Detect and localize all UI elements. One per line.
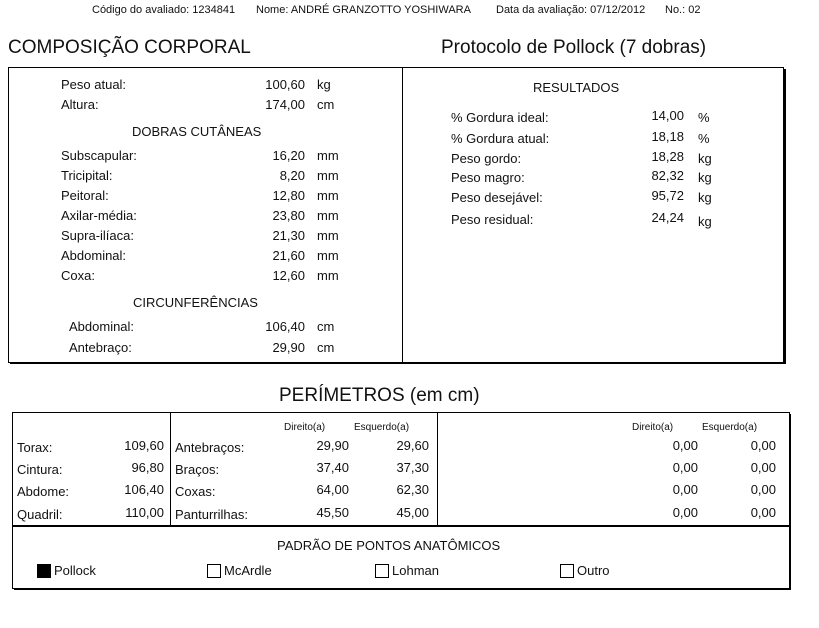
perimetro-label: Abdome:: [17, 484, 70, 499]
dobra-label: Coxa:: [61, 268, 95, 283]
data-avaliacao: Data da avaliação: 07/12/2012: [496, 4, 646, 16]
perimetros-divider-v2: [437, 413, 438, 525]
numero-avaliacao: No.: 02: [665, 4, 701, 16]
resultado-label: Peso desejável:: [451, 190, 543, 205]
dobra-value: 16,20: [272, 148, 305, 163]
perimetro-label: Torax:: [17, 440, 53, 455]
circ-label: Abdominal:: [69, 319, 135, 334]
basic-label: Altura:: [61, 97, 99, 112]
membro-esquerdo: 29,60: [396, 438, 429, 453]
padrao-checkbox-lohman[interactable]: [375, 564, 389, 578]
membro-label: Antebraços:: [175, 440, 245, 455]
dobra-label: Axilar-média:: [61, 208, 137, 223]
membro-direito: 45,50: [316, 505, 349, 520]
membro-esquerdo: 37,30: [396, 460, 429, 475]
dobra-unit: mm: [317, 248, 339, 263]
membro-esquerdo: 62,30: [396, 482, 429, 497]
dobra-value: 21,30: [272, 228, 305, 243]
basic-unit: kg: [317, 77, 331, 92]
membro-label: Braços:: [175, 462, 220, 477]
resultado-unit: kg: [698, 151, 712, 166]
outro-direito: 0,00: [672, 482, 698, 497]
resultado-label: Peso residual:: [451, 212, 534, 227]
resultado-value: 24,24: [651, 210, 684, 225]
resultado-unit: %: [698, 131, 710, 146]
resultado-unit: %: [698, 110, 710, 125]
outro-esquerdo: 0,00: [750, 482, 776, 497]
dobra-unit: mm: [317, 228, 339, 243]
resultados-title: RESULTADOS: [533, 80, 620, 95]
resultado-label: Peso magro:: [451, 170, 525, 185]
codigo-avaliado: Código do avaliado: 1234841: [92, 4, 236, 16]
membro-direito: 37,40: [316, 460, 349, 475]
membro-label: Coxas:: [175, 484, 216, 499]
dobra-label: Abdominal:: [61, 248, 127, 263]
membro-direito: 29,90: [316, 438, 349, 453]
resultado-value: 14,00: [651, 108, 684, 123]
dobra-unit: mm: [317, 148, 339, 163]
col-direito-right: Direito(a): [632, 422, 674, 433]
resultado-label: % Gordura ideal:: [451, 110, 549, 125]
perimetro-label: Cintura:: [17, 462, 63, 477]
resultado-value: 82,32: [651, 168, 684, 183]
outro-esquerdo: 0,00: [750, 505, 776, 520]
dobra-label: Tricipital:: [61, 168, 113, 183]
dobra-value: 12,80: [272, 188, 305, 203]
perimetros-divider-v1: [170, 413, 171, 525]
outro-esquerdo: 0,00: [750, 460, 776, 475]
circ-title: CIRCUNFERÊNCIAS: [133, 295, 258, 310]
padrao-label-mcardle: McArdle: [224, 563, 272, 578]
padrao-title: PADRÃO DE PONTOS ANATÔMICOS: [277, 538, 501, 553]
col-esquerdo-mid: Esquerdo(a): [354, 422, 410, 433]
perimetros-box-shadow-bottom: [14, 588, 791, 590]
outro-esquerdo: 0,00: [750, 438, 776, 453]
col-esquerdo-right: Esquerdo(a): [702, 422, 758, 433]
resultado-label: % Gordura atual:: [451, 131, 550, 146]
perimetro-value: 96,80: [131, 460, 164, 475]
perimetro-value: 109,60: [124, 438, 164, 453]
padrao-checkbox-outro[interactable]: [560, 564, 574, 578]
circ-value: 29,90: [272, 340, 305, 355]
circ-unit: cm: [317, 319, 335, 334]
dobra-value: 12,60: [272, 268, 305, 283]
basic-value: 174,00: [265, 97, 305, 112]
outro-direito: 0,00: [672, 438, 698, 453]
protocol-title: Protocolo de Pollock (7 dobras): [441, 37, 707, 58]
resultado-value: 18,28: [651, 149, 684, 164]
resultado-unit: kg: [698, 190, 712, 205]
composicao-title: COMPOSIÇÃO CORPORAL: [8, 37, 251, 58]
perimetros-divider-h-shadow: [13, 526, 789, 527]
membro-esquerdo: 45,00: [396, 505, 429, 520]
padrao-checkbox-mcardle[interactable]: [207, 564, 221, 578]
resultado-value: 95,72: [651, 188, 684, 203]
membro-direito: 64,00: [316, 482, 349, 497]
outro-direito: 0,00: [672, 460, 698, 475]
padrao-label-lohman: Lohman: [392, 563, 439, 578]
col-direito-mid: Direito(a): [284, 422, 326, 433]
resultado-unit: kg: [698, 214, 712, 229]
perimetro-value: 110,00: [125, 505, 164, 520]
dobras-title: DOBRAS CUTÂNEAS: [132, 124, 262, 139]
padrao-label-pollock: Pollock: [54, 563, 96, 578]
circ-label: Antebraço:: [69, 340, 132, 355]
composicao-box-shadow-right: [783, 69, 786, 364]
perimetro-label: Quadril:: [17, 507, 63, 522]
dobra-unit: mm: [317, 168, 339, 183]
padrao-label-outro: Outro: [577, 563, 610, 578]
basic-value: 100,60: [265, 77, 305, 92]
dobra-unit: mm: [317, 208, 339, 223]
basic-label: Peso atual:: [61, 77, 127, 92]
membro-label: Panturrilhas:: [175, 507, 248, 522]
dobra-unit: mm: [317, 188, 339, 203]
padrao-checkbox-pollock[interactable]: [37, 564, 51, 578]
circ-value: 106,40: [265, 319, 305, 334]
perimetros-title: PERÍMETROS (em cm): [279, 385, 480, 406]
resultado-label: Peso gordo:: [451, 151, 522, 166]
resultado-value: 18,18: [651, 129, 684, 144]
dobra-value: 23,80: [272, 208, 305, 223]
composicao-box-shadow-bottom: [10, 362, 786, 364]
dobra-label: Peitoral:: [61, 188, 109, 203]
dobra-unit: mm: [317, 268, 339, 283]
composicao-divider: [402, 68, 403, 362]
circ-unit: cm: [317, 340, 335, 355]
dobra-label: Subscapular:: [61, 148, 137, 163]
perimetros-box-shadow-right: [789, 414, 791, 590]
dobra-value: 8,20: [279, 168, 305, 183]
perimetro-value: 106,40: [124, 482, 164, 497]
resultado-unit: kg: [698, 170, 712, 185]
outro-direito: 0,00: [672, 505, 698, 520]
nome-avaliado: Nome: ANDRÉ GRANZOTTO YOSHIWARA: [256, 4, 471, 16]
dobra-label: Supra-ilíaca:: [61, 228, 134, 243]
basic-unit: cm: [317, 97, 335, 112]
dobra-value: 21,60: [272, 248, 305, 263]
